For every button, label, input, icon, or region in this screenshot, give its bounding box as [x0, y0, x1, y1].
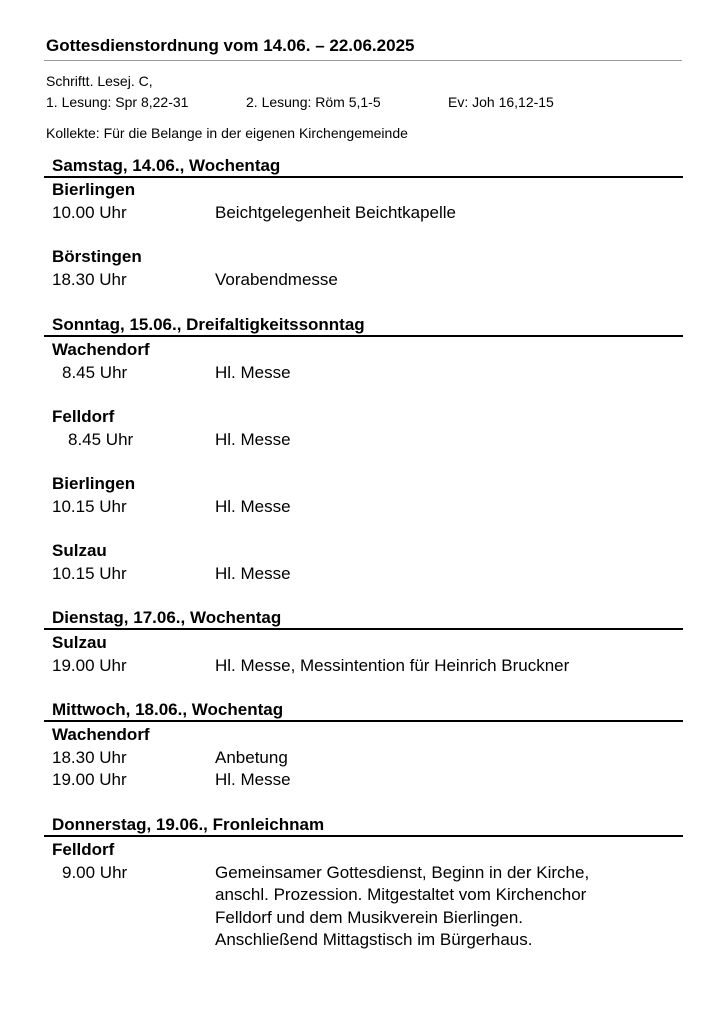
service-description: Hl. Messe [215, 430, 291, 449]
service-description: Anbetung [215, 748, 288, 767]
location-name: Sulzau [52, 541, 107, 560]
service-time: 8.45 Uhr [62, 363, 128, 382]
service-time: 10.15 Uhr [52, 497, 127, 516]
location-name: Börstingen [52, 247, 142, 266]
location-name: Sulzau [52, 633, 107, 652]
description-line: Felldorf und dem Musikverein Bierlingen. [215, 907, 524, 927]
day-heading: Sonntag, 15.06., Dreifaltigkeitssonntag [52, 315, 365, 334]
service-time: 19.00 Uhr [52, 770, 127, 789]
day-divider [44, 335, 683, 337]
service-time: 19.00 Uhr [52, 656, 127, 675]
page-title: Gottesdienstordnung vom 14.06. – 22.06.2025 [46, 36, 415, 55]
day-divider [44, 835, 683, 837]
gospel-reading: Ev: Joh 16,12-15 [448, 94, 554, 110]
location-name: Felldorf [52, 407, 115, 426]
second-reading: 2. Lesung: Röm 5,1-5 [246, 94, 381, 110]
description-line: Anschließend Mittagstisch im Bürgerhaus. [215, 929, 533, 949]
service-time: 9.00 Uhr [62, 863, 128, 882]
title-divider [44, 60, 682, 61]
location-name: Wachendorf [52, 340, 150, 359]
service-description [215, 862, 589, 951]
service-time: 8.45 Uhr [68, 430, 134, 449]
location-name: Bierlingen [52, 474, 136, 493]
service-description: Hl. Messe [215, 770, 291, 789]
service-description: Hl. Messe [215, 497, 291, 516]
service-time: 10.15 Uhr [52, 564, 127, 583]
day-divider [44, 720, 683, 722]
day-divider [44, 176, 683, 178]
service-description: Hl. Messe, Messintention für Heinrich Bruckner [215, 656, 570, 675]
service-time: 18.30 Uhr [52, 748, 127, 767]
day-heading: Mittwoch, 18.06., Wochentag [52, 700, 284, 719]
location-name: Felldorf [52, 840, 115, 859]
collection-note: Kollekte: Für die Belange in der eigenen Kirchengemeinde [46, 125, 408, 141]
service-description: Hl. Messe [215, 564, 291, 583]
day-divider [44, 628, 683, 630]
reading-year: Schriftt. Lesej. C, [46, 73, 153, 89]
day-heading: Samstag, 14.06., Wochentag [52, 156, 281, 175]
description-line: anschl. Prozession. Mitgestaltet vom Kirchenchor [215, 885, 587, 905]
service-time: 18.30 Uhr [52, 270, 127, 289]
service-description: Beichtgelegenheit Beichtkapelle [215, 203, 457, 222]
day-heading: Donnerstag, 19.06., Fronleichnam [52, 815, 325, 834]
service-time: 10.00 Uhr [52, 203, 127, 222]
description-line: Gemeinsamer Gottesdienst, Beginn in der Kirche, [215, 863, 590, 882]
location-name: Bierlingen [52, 180, 136, 199]
location-name: Wachendorf [52, 725, 150, 744]
service-description: Vorabendmesse [215, 270, 338, 289]
service-description: Hl. Messe [215, 363, 291, 382]
first-reading: 1. Lesung: Spr 8,22-31 [46, 94, 189, 110]
day-heading: Dienstag, 17.06., Wochentag [52, 608, 282, 627]
